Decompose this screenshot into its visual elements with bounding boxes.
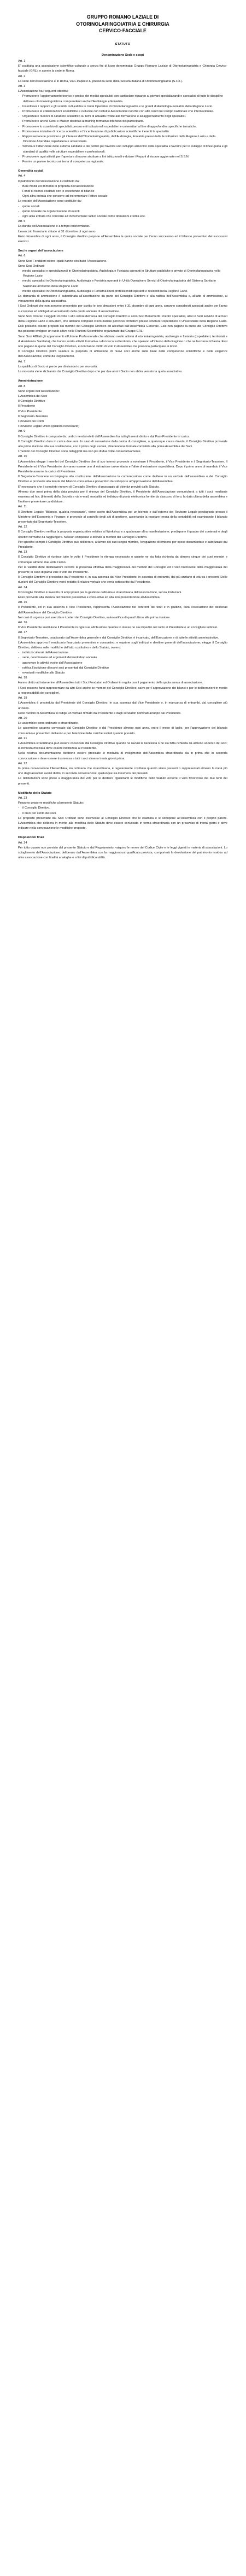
- statute-document: [18, 14, 227, 860]
- paragraph: Per la validità delle deliberazioni occorre la presenza effettiva della maggioranza dei membri del Consiglio ed il voto favorevole della maggioranza dei presenti; in caso di parità vale il voto del Presidente.: [18, 565, 227, 575]
- list-item: - eventuali modifiche allo Statuto: [23, 671, 227, 676]
- paragraph: Sono Soci Ordinari:: [18, 264, 45, 268]
- list-item: - Stimolare l’attenzione delle autorità sanitarie e dei politici per favorire uno sviluppo armonico della specialità e favorire per lo sviluppo di linee guida e gli standard di qualità nelle strutture ospedaliere e professionali.: [23, 144, 227, 154]
- paragraph: Art. 4: [18, 174, 26, 178]
- list-item: - Beni mobili ed immobili di proprietà dell’associazione: [23, 184, 227, 189]
- paragraph: Le assemblee saranno convocate dal Consiglio Direttivo o dal Presidente almeno ogni anno, entro il mese di luglio, per l’approvazione del bilancio consuntivo e preventivo dell’anno e per l’elezione delle cariche sociali quando previsto.: [18, 727, 227, 735]
- paragraph: L’Assemblea è presieduta dal Presidente del Consiglio Direttivo, in sua assenza dal Vice Presidente o, in mancanza di entrambi, dal consigliere più anziano.: [18, 701, 227, 710]
- paragraph: La morosità viene dichiarata dal Consiglio Direttivo dopo che per due anni il Socio non abbia versato la quota associativa.: [18, 370, 183, 374]
- paragraph: L’Assemblea approva il rendiconto finanziario preventivo e consuntivo, e esprime sugli indirizzi e direttive generali dell’associazione; elegge il Consiglio Direttivo, delibera sulle modifiche dell’atto costitutivo e dello Statuto, ovvero:: [18, 641, 227, 650]
- bullet-list: [18, 394, 227, 429]
- paragraph: Il Consiglio Direttivo si riunisce tutte le volte il Presidente lo ritenga necessario o quanto ne sia fatta richiesta da almeno cinque dei suoi membri e comunque almeno due volte l’anno.: [18, 555, 227, 564]
- paragraph: Il Segretario-Tesoriere accompagna alla costituzione dell’Associazione la comunicazione come delibere in un verbale dell’assemblea e del Consiglio Direttivo e provvede alla tenuta del bilancio consuntivo e preventivo da sottoporre all’approvazione dell’Assemblea.: [18, 475, 227, 484]
- list-item: - Promuovere l’aggiornamento teorico e pratico dei medici specialisti con particolare riguardo ai giovani specializzandi e specialisti di tutte le discipline dell’area otorinolaringoiatrica comprendenti anche l’Audiologia e Foniatria.: [23, 94, 227, 104]
- bullet-list: [18, 651, 227, 676]
- paragraph: E’ necessario che il completo rinnovo di Consiglio Direttivo di passaggio gli obiettivi previsti dallo Statuto.: [18, 485, 160, 489]
- list-item: - quote sociali: [23, 204, 227, 209]
- paragraph: Art. 2: [18, 74, 26, 78]
- paragraph: Art. 18: [18, 676, 27, 680]
- paragraph: I Soci Ordinari che non avranno presentato per iscritto le loro dimissioni entro il 31 dicembre di ogni anno, saranno considerati associati anche per l’anno successivo ed obbligati al versamento della quota annuale di associazione.: [18, 305, 227, 313]
- paragraph: Art. 14: [18, 586, 27, 589]
- paragraph: Il Segretario-Tesoriere, coadiuvato dall’Assemblea generale e dal Consiglio Direttivo, è incaricato, dell’Esecuzione e di tutte le attività amministrative.: [18, 636, 219, 640]
- paragraph: Il Consiglio Direttivo verifica la proposta organizzativa relativa al Workshop e a qualunque altra manifestazione; predispone il quadro dei contenuti e degli obiettivi formativi da raggiungere. Nessun compenso è dovuto ai membri del Consiglio Direttivo.: [18, 530, 227, 539]
- paragraph: Il Consiglio Direttivo è investito di ampi poteri per la gestione ordinaria e straordinaria dell’associazione, senza limitazioni.: [18, 590, 182, 594]
- bullet-list: [18, 269, 227, 294]
- paragraph: I membri del Consiglio Direttivo sono rieleggibili ma non più di due volte consecutivamente.: [18, 450, 142, 454]
- paragraph: Per tutto quanto non previsto dal presente Statuto e dal Regolamento, valgono le norme del Codice Civile e le leggi vigenti in materia di associazioni. Lo scioglimento dell’Associazione, deliberato dall’Assemblea con la maggioranza qualificata prevista, comporterà la devoluzione del patrimonio residuo ad altra associazione con finalità analoghe o a fini di pubblica utilità.: [18, 846, 227, 860]
- list-item: Il Presidente: [18, 405, 36, 408]
- paragraph: Art. 10: [18, 455, 27, 459]
- section-title: Denominazione Sede e scopi: [101, 53, 144, 57]
- paragraph: Art. 1: [18, 59, 26, 63]
- list-item: - Promuovere le collaborazioni scientifiche e culturale con Istituti e Associazioni nonché con altri centri nel campo nazionale che internazionale.: [23, 109, 227, 114]
- section-heading: Generalità sociali: [18, 169, 44, 173]
- paragraph: L’Assemblea elegge i membri del Consiglio Direttivo che al suo interno provvede a nominare il Presidente, il Vice Presidente e il Segretario-Tesoriere. Il Presidente ed il Vice Presidente dovranno essere uno di estrazione universitaria e l’altro di estrazione ospedaliera. Dopo il primo anno di mandato il Vice Presidente assume la carica di Presidente.: [18, 460, 227, 473]
- list-item: - approvare le attività svolte dall’Associazione: [23, 661, 227, 666]
- paragraph: L’Assemblea straordinaria può essere convocata dal Consiglio Direttivo quando ne ravvisi la necessità o ne sia fatta richiesta da almeno un terzo dei soci; la richiesta motivata deve essere indirizzata al Presidente.: [18, 741, 227, 751]
- paragraph: Le deliberazioni sono prese a maggioranza dei voti; per le delibere riguardanti le modifiche dello Statuto occorre il voto favorevole dei due terzi dei presenti.: [18, 777, 227, 786]
- bullet-list: [18, 806, 227, 816]
- paragraph: Il Presidente, ed in sua assenza il Vice Presidente, rappresenta l’Associazione nei confronti dei terzi e in giudizio, cura l’esecuzione dei deliberati dell’Assemblea e del Consiglio Direttivo.: [18, 606, 227, 614]
- paragraph: Entro Novembre di ogni anno, il Consiglio direttivo propone all’Assemblea la quota sociale per l’anno successivo ed il bilancio preventivo dei successivi esercizi.: [18, 235, 227, 244]
- paragraph: Il Consiglio Direttivo è presieduto dal Presidente o, in sua assenza dal Vice Presidente, in assenza di entrambi, dal più anziano di età tra i presenti. Delle riunioni del Consiglio Direttivo verrà redatto il relativo verbale che verrà sottoscritto dal Presidente.: [18, 576, 227, 584]
- paragraph: Almeno due mesi prima della data prevista per il rinnovo del Consiglio Direttivo, il Presidente dell’Associazione comunicherà a tutti i soci, mediante esamina ad hoc (Internet) della Società e via e-mail, modalità ed indirizzo di posta elettronica fornite da ciascuno di loro, la data ultima della assemblea e l’inoltro e presentare candidature.: [18, 490, 227, 504]
- document-title: STATUTO: [115, 42, 131, 46]
- document-heading-line-2: OTORINOLARINGOIATRIA E CHIRURGIA: [76, 21, 169, 27]
- paragraph: In prima convocazione l’Assemblea, sia ordinaria che straordinaria, è regolarmente costituita quando siano presenti o rappresentati almeno la metà più uno degli associati aventi diritto; in seconda convocazione, qualunque sia il numero dei presenti.: [18, 766, 227, 776]
- paragraph: Nei casi di urgenza può esercitare i poteri del Consiglio Direttivo, salvo ratifica di quest’ultimo alla prima riunione.: [18, 616, 171, 619]
- list-item: - ogni altra entrata che concorre ad incrementare l’attivo sociale come donazioni eredità ecc.: [23, 214, 227, 219]
- list-item: - medici specialisti e specializzandi in Otorinolaringoiatria, Audiologia e Foniatria operanti in Strutture pubbliche o private di Otorinolaringoiatria nella Regione Lazio: [23, 269, 227, 279]
- section-heading: Soci e organi dell’associazione: [18, 249, 63, 253]
- list-item: - sede, coordinatore ed argomenti del workshop annuale: [23, 655, 227, 660]
- bullet-list: [18, 204, 227, 220]
- paragraph: Le entrate dell’Associazione sono costituite da:: [18, 200, 82, 203]
- list-item: - Fondi di riserva costituiti con le eccedenze di bilancio: [23, 189, 227, 194]
- paragraph: Art. 13: [18, 551, 27, 554]
- paragraph: Art. 3: [18, 84, 26, 88]
- paragraph: E’ costituita una associazione scientifico-culturale a senza fini di lucro denominata: Gruppo Romano Laziale di Otorinolaringoiatria e Chirurgia Cervico-facciale (GRL), e avente la sede in Roma.: [18, 65, 227, 73]
- paragraph: Il Direttore Legale: “Bilancio, qualora necessario”, viene scelto dall’Assemblea per un biennio e dall’esterno del Revisore Legale predisposto presso il Ministero dell’Economia e Finanze; e provvede al controllo degli atti di gestione, accertando la regolare tenuta della contabilità ed esaminando il bilancio presentato dal Segretario-Tesoriere.: [18, 510, 227, 524]
- list-item: - Rappresentare le posizioni e gli interessi dell’Otorinolaringoiatria, dell’Audiologia, Foniatria presso tutte le istituzioni della Regione Lazio e della Direzione Aziendale ospedaliera e universitaria.: [23, 134, 227, 144]
- paragraph: Art. 24: [18, 841, 27, 845]
- paragraph: Le assemblee sono ordinarie o straordinarie.: [18, 722, 79, 725]
- paragraph: Art. 7: [18, 360, 26, 364]
- paragraph: Art. 15: [18, 601, 27, 605]
- list-item: - medici specialisti in Otorinolaringoiatria, Audiologia e Foniatria operanti in Unità Operative o Servizi di Otorinolaringoiatria del Sistema Sanitario Nazionale all’interno della Regione Lazio: [23, 279, 227, 289]
- list-item: - Promuovere iniziative di ricerca scientifica e l’incentivazione di pubblicazioni scientifiche inerenti la specialità.: [23, 130, 227, 134]
- bullet-list: [18, 94, 227, 165]
- section-heading: Disposizioni finali: [18, 836, 44, 840]
- paragraph: Sono Soci Onorari i soggetti di colto o alto valore dell’area del Consiglio Direttivo e sono Soci Benemeriti i medici specialisti, attivi o fuori servizio di al fuori della Regione Lazio e all’Estero, che abbiano compiuto il loro iniziale percorso formativo presso strutture Ospedaliere o Universitarie della Regione Lazio. Essi possono essere proposti dai membri del Consiglio Direttivo ed accettati dall’Assemblea Generale. Essi non pagano la quota del Consiglio Direttivo ma possono svolgere un ruolo attivo nelle Riunioni Scientifiche organizzate dal Gruppo GRL.: [18, 314, 227, 333]
- paragraph: Sono Soci Fondatori coloro i quali hanno costituito l’Associazione.: [18, 259, 107, 263]
- list-item: - Promuovere anche Corsi e Master destinati al training formativo intensivo dei partecipanti.: [23, 119, 227, 124]
- list-item: I Revisori dei Conti: [18, 419, 44, 423]
- paragraph: Il Vice Presidente sostituisce il Presidente in ogni sua attribuzione qualora lo stesso ne sia impedito nel ruolo al Presidente o un consigliere indicato.: [18, 626, 218, 630]
- list-item: - medici specialisti in Otorinolaringoiatria, Audiologia e Foniatria liberi-professionisti operanti e residenti nella Regione Lazio.: [23, 289, 227, 294]
- paragraph: Il Consiglio Direttivo potrà valutare la proposta di affiliazione di nuovi soci anche sulla base delle competenze scientifiche e delle esigenze dell’Associazione, come da Regolamento.: [18, 350, 227, 359]
- list-item: - Organizzare riunioni di carattere scientifico su temi di attualità rivolte alla formazione e all’aggiornamento degli specialisti.: [23, 114, 227, 119]
- paragraph: La domanda di ammissione è subordinata all’accettazione da parte del Consiglio Direttivo e alla ratifica dell’Assemblea e, all’atto di ammissione, al versamento della quota associativa.: [18, 295, 227, 303]
- paragraph: I Soci possono farsi rappresentare da altri Soci anche se membri del Consiglio Direttivo, salvo per l’approvazione dei bilanci e per le deliberazioni in merito a responsabilità dei consiglieri.: [18, 686, 227, 695]
- list-item: L’Assemblea dei Soci: [18, 394, 48, 398]
- list-item: - Ogni altra entrata che concorre ad incrementare l’attivo sociale.: [23, 194, 227, 199]
- list-item: Il Consiglio Direttivo: [18, 400, 45, 403]
- section-heading: Modifiche dello Statuto: [18, 791, 52, 795]
- paragraph: Art. 6: [18, 254, 26, 258]
- paragraph: Per specifici compiti il Consiglio Direttivo può deliberare, a favore dei suoi singoli membri, l’erogazione di rimborsi per spese documentate e autorizzate dal Presidente.: [18, 540, 227, 549]
- paragraph: La qualifica di Socio si perde per dimissioni o per morosità.: [18, 365, 98, 368]
- paragraph: Art. 5: [18, 220, 26, 224]
- paragraph: Hanno diritto ad intervenire all’Assemblea tutti i Soci Fondatori ed Ordinari in regola con il pagamento della quota annua di associazione.: [18, 681, 203, 685]
- list-item: - Incentivare i rapporti e gli scambi culturali tra le Unità Operative di Otorinolaringoiatria e le grandi di Audiologia-Foniatria della Regione Lazio.: [23, 104, 227, 109]
- list-item: - quote ricavate da organizzazione di eventi: [23, 209, 227, 214]
- document-heading-line-3: CERVICO-FACCIALE: [99, 28, 147, 33]
- paragraph: Le proposte presentate dai Soci Ordinari sono trasmesse al Consiglio Direttivo che le esamina e le sottopone all’Assemblea con il proprio parere. L’Assemblea che delibera in merito alla modifica dello Statuto deve essere convocata in forma straordinaria con un preavviso di trenta giorni e deve indicare nella convocazione le modifiche proposte.: [18, 816, 227, 830]
- list-item: I Revisore Legale Unico (qualora necessario): [18, 425, 79, 429]
- paragraph: Art. 11: [18, 505, 27, 509]
- paragraph: Art. 9: [18, 430, 26, 434]
- paragraph: Art. 12: [18, 525, 27, 529]
- paragraph: Sono organi dell’Associazione:: [18, 389, 60, 393]
- section-heading: Amministrazione: [18, 379, 43, 383]
- list-item: - il dieci per cento dei soci.: [23, 811, 227, 816]
- list-item: - indirizzi culturali dell’Associazione: [23, 651, 227, 655]
- paragraph: Art. 17: [18, 631, 27, 635]
- paragraph: Art. 23: [18, 796, 27, 800]
- list-item: Il Segretario-Tesoriere: [18, 414, 49, 418]
- list-item: - ratifica l’iscrizione di nuovi soci presentati dal Consiglio Direttivo: [23, 666, 227, 671]
- paragraph: Art. 21: [18, 736, 27, 740]
- paragraph: Nella relativa documentazione debbono essere precisate le modalità di svolgimento dell’Assemblea straordinaria sia in prima che in seconda convocazione e deve essere trasmessa a tutti i soci almeno trenta giorni prima.: [18, 752, 227, 760]
- paragraph: L’esercizio finanziario chiude al 31 dicembre di ogni anno.: [18, 230, 97, 233]
- paragraph: Il Consiglio Direttivo è composto da: undici membri eletti dall’Assemblea fra tutti gli aventi diritto e dal Past-Presidente in carica.: [18, 435, 190, 438]
- paragraph: Il patrimonio dell’Associazione è costituito da:: [18, 179, 80, 183]
- list-item: - Promuovere ogni attività per l’apertura di nuove strutture a fini istituzionali e dotare i Reparti di risorse aggiornate nel S.S.N.: [23, 155, 227, 160]
- document-body: [18, 53, 227, 861]
- paragraph: La durata dell’Associazione è a tempo indeterminato.: [18, 225, 90, 229]
- paragraph: Art. 20: [18, 716, 27, 720]
- paragraph: Il Consiglio Direttivo dura in carica due anni. In caso di cessazione dalla carica di consigliere, a qualunque causa dovuta, il Consiglio Direttivo provvede alla prima riunione alla sua sostituzione, con il primo degli esclusi, chiedendone formale convalida alla prima Assemblea dei Soci.: [18, 440, 227, 448]
- paragraph: Art. 16: [18, 621, 27, 625]
- paragraph: Art. 8: [18, 384, 26, 388]
- paragraph: Esso provvede alla stesura del bilancio preventivo e consuntivo ed alla loro presentazione all’Assemblea.: [18, 596, 161, 600]
- list-item: - il Consiglio Direttivo,: [23, 806, 227, 811]
- list-item: - Promuovere lo scambio di specialisti presso enti istituzionali ospedalieri e universitari al fine di approfondire specifiche tematiche.: [23, 125, 227, 130]
- paragraph: La sede dell’Associazione è in Roma, via L.Papini n.6, presso la sede della Società Italiana di Otorinolaringoiatria (S.I.O.).: [18, 79, 183, 83]
- paragraph: Art. 19: [18, 696, 27, 700]
- paragraph: Art. 22: [18, 762, 27, 765]
- bullet-list: [18, 184, 227, 200]
- list-item: - Fornire un parere tecnico sul tema di competenza regionale.: [23, 160, 227, 165]
- paragraph: Delle riunioni di Assemblea si redige un verbale firmato dal Presidente e dagli scrutatori nominati all’uopo dal Presidente.: [18, 711, 181, 715]
- paragraph: L’Associazione ha i seguenti obiettivi:: [18, 90, 69, 93]
- list-item: Il Vice Presidente: [18, 409, 42, 413]
- paragraph: Sono Soci Affiliati gli appartenenti all’Unione Professionale che abbiano svolto attività di otorinolaringoiatria, audiologia e foniatria (ospedalieri, territoriali e di Assistenza Sanitaria), che hanno svolto attività formativa o di ricerca sul territorio, che operano all’interno della Regione o che ne facciano richiesta. Essi non pagano le quote del Consiglio Direttivo, e non hanno diritto di voto in Assemblea ma possono partecipare ai lavori.: [18, 335, 227, 349]
- document-heading-line-1: GRUPPO ROMANO LAZIALE DI: [86, 14, 159, 20]
- paragraph: Possono proporre modifiche al presente Statuto:: [18, 801, 84, 805]
